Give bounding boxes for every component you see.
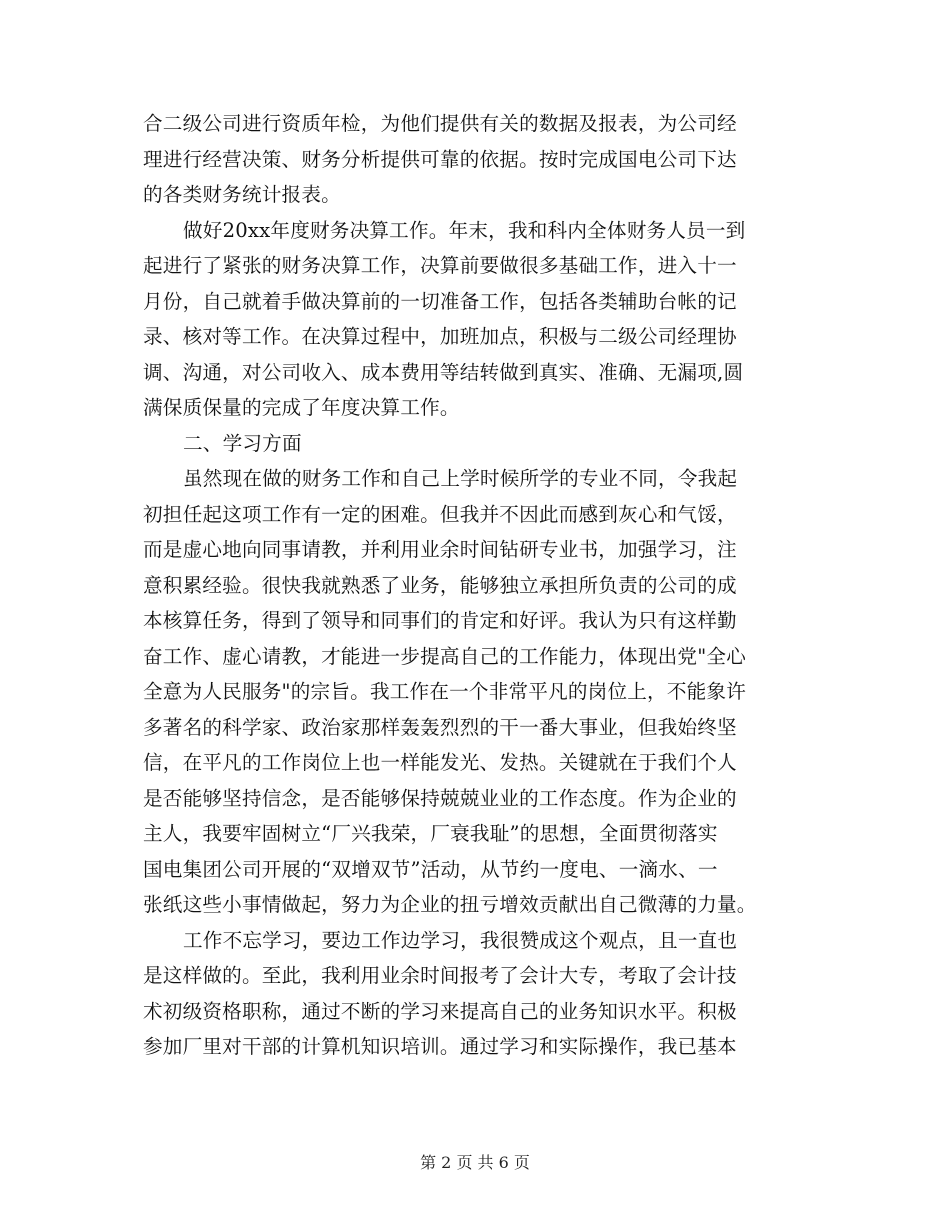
text-line: 是这样做的。至此，我利用业余时间报考了会计大专，考取了会计技 xyxy=(143,964,737,987)
text-line: 是否能够坚持信念，是否能够保持兢兢业业的工作态度。作为企业的 xyxy=(143,786,737,810)
text-line: 起进行了紧张的财务决算工作，决算前要做很多基础工作，进入十一 xyxy=(143,254,737,277)
text-line: 信，在平凡的工作岗位上也一样能发光、发热。关键就在于我们个人 xyxy=(143,751,737,774)
text-line: 调、沟通，对公司收入、成本费用等结转做到真实、准确、无漏项,圆 xyxy=(143,360,744,384)
text-line: 二、学习方面 xyxy=(183,431,302,455)
text-line: 做好20xx年度财务决算工作。年末，我和科内全体财务人员一到 xyxy=(183,218,746,242)
text-line: 满保质保量的完成了年度决算工作。 xyxy=(143,396,460,419)
text-line: 的各类财务统计报表。 xyxy=(143,183,341,206)
text-line: 虽然现在做的财务工作和自己上学时候所学的专业不同，令我起 xyxy=(183,467,738,490)
text-line: 奋工作、虚心请教，才能进一步提高自己的工作能力，体现出党"全心 xyxy=(143,644,747,668)
text-line: 术初级资格职称，通过不断的学习来提高自己的业务知识水平。积极 xyxy=(143,999,737,1023)
text-line: 国电集团公司开展的“双增双节”活动，从节约一度电、一滴水、一 xyxy=(143,857,718,881)
text-line: 主人，我要牢固树立“厂兴我荣，厂衰我耻”的思想，全面贯彻落实 xyxy=(143,822,718,845)
text-line: 理进行经营决策、财务分析提供可靠的依据。按时完成国电公司下达 xyxy=(143,147,737,171)
text-line: 初担任起这项工作有一定的困难。但我并不因此而感到灰心和气馁， xyxy=(143,502,737,526)
text-line: 张纸这些小事情做起，努力为企业的扭亏增效贡献出自己微薄的力量。 xyxy=(143,893,757,916)
text-line: 录、核对等工作。在决算过程中，加班加点，积极与二级公司经理协 xyxy=(143,325,737,348)
text-line: 参加厂里对干部的计算机知识培训。通过学习和实际操作，我已基本 xyxy=(143,1035,737,1058)
text-line: 全意为人民服务"的宗旨。我工作在一个非常平凡的岗位上，不能象许 xyxy=(143,680,747,703)
text-line: 本核算任务，得到了领导和同事们的肯定和好评。我认为只有这样勤 xyxy=(143,609,737,632)
text-line: 多著名的科学家、政治家那样轰轰烈烈的干一番大事业，但我始终坚 xyxy=(143,715,737,739)
text-line: 合二级公司进行资质年检，为他们提供有关的数据及报表，为公司经 xyxy=(143,112,737,135)
text-line: 而是虚心地向同事请教，并利用业余时间钻研专业书，加强学习，注 xyxy=(143,538,737,561)
text-line: 月份，自己就着手做决算前的一切准备工作，包括各类辅助台帐的记 xyxy=(143,289,737,313)
page-number-footer: 第 2 页 共 6 页 xyxy=(420,1153,530,1172)
document-body xyxy=(143,106,809,1065)
text-line: 意积累经验。很快我就熟悉了业务，能够独立承担所负责的公司的成 xyxy=(143,573,737,597)
text-line: 工作不忘学习，要边工作边学习，我很赞成这个观点，且一直也 xyxy=(183,928,738,952)
